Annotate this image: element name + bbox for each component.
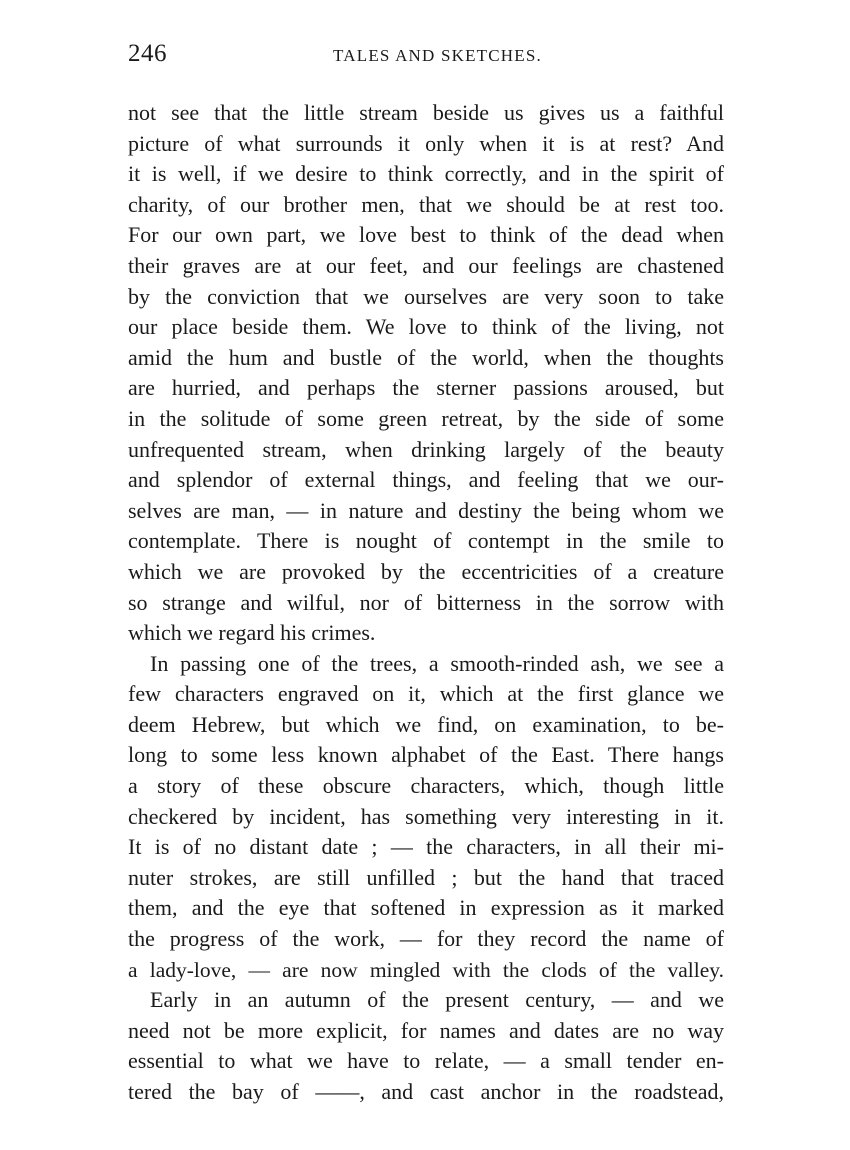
text-line: a story of these obscure characters, which, though little [128,773,724,799]
text-line: contemplate. There is nought of contempt in the smile to [128,528,724,554]
running-head: TALES AND SKETCHES. [333,46,542,65]
text-line: by the conviction that we ourselves are very soon to take [128,283,724,309]
body-text [128,98,724,1108]
text-line: few characters engraved on it, which at the first glance we [128,681,724,707]
text-line: it is well, if we desire to think correctly, and in the spirit of [128,161,724,187]
text-line: selves are man, — in nature and destiny the being whom we [128,497,724,523]
text-line: not see that the little stream beside us gives us a faithful [128,100,724,125]
text-line: need not be more explicit, for names and dates are no way [128,1017,724,1043]
text-line: For our own part, we love best to think of the dead when [128,222,724,248]
page-number: 246 [128,40,167,67]
text-line: them, and the eye that softened in expression as it marked [128,895,724,921]
paragraph [128,985,724,1107]
text-line: which we regard his crimes. [128,620,376,646]
text-line: Early in an autumn of the present century, — and we [150,987,724,1013]
text-line: their graves are at our feet, and our feelings are chastened [128,252,724,278]
text-line: checkered by incident, has something very interesting in it. [128,803,724,829]
text-line: essential to what we have to relate, — a small tender en- [128,1048,724,1074]
text-line: amid the hum and bustle of the world, when the thoughts [128,344,724,370]
paragraph [128,649,724,986]
text-line: are hurried, and perhaps the sterner passions aroused, but [128,375,724,401]
paragraph [128,98,724,649]
text-line: so strange and wilful, nor of bitterness in the sorrow with [128,589,724,615]
page-header [128,40,723,76]
text-line: It is of no distant date ; — the characters, in all their mi- [128,834,724,860]
text-line: deem Hebrew, but which we find, on examination, to be- [128,711,724,737]
text-line: which we are provoked by the eccentricities of a creature [128,558,724,584]
text-line: the progress of the work, — for they record the name of [128,926,724,952]
text-line: tered the bay of ——, and cast anchor in the roadstead, [128,1079,724,1104]
text-line: our place beside them. We love to think of the living, not [128,314,724,340]
text-line: long to some less known alphabet of the East. There hangs [128,742,724,768]
text-line: In passing one of the trees, a smooth-rinded ash, we see a [150,650,724,676]
text-line: nuter strokes, are still unfilled ; but the hand that traced [128,864,724,890]
text-line: in the solitude of some green retreat, by the side of some [128,405,724,431]
text-line: a lady-love, — are now mingled with the clods of the valley. [128,957,724,982]
text-line: picture of what surrounds it only when it is at rest? And [128,130,724,156]
text-line: charity, of our brother men, that we should be at rest too. [128,191,724,217]
text-line: unfrequented stream, when drinking largely of the beauty [128,436,724,462]
text-line: and splendor of external things, and feeling that we our- [128,467,724,493]
